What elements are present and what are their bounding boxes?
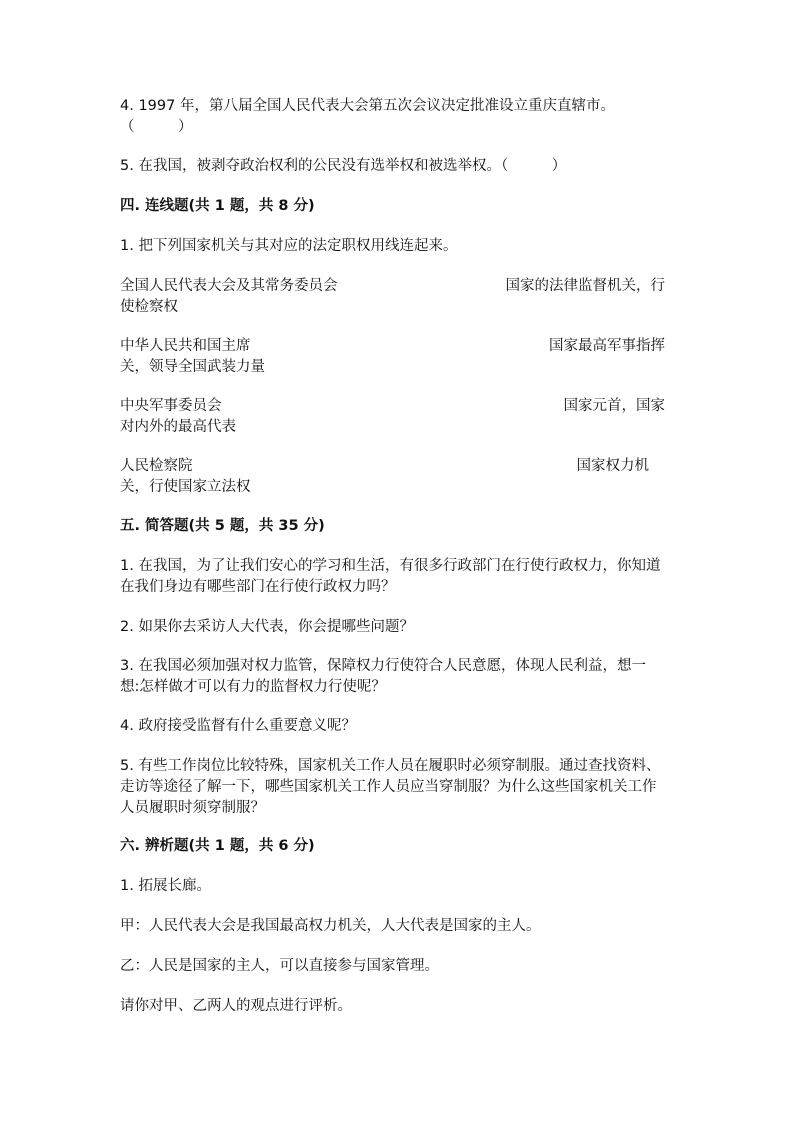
short-answer-question-3: 3. 在我国必须加强对权力监管，保障权力行使符合人民意愿，体现人民利益，想一想:怎样做才可以有力的监督权力行使呢？ [120,658,646,695]
matching-left-2: 中华人民共和国主席 [120,338,251,354]
matching-left-1: 全国人民代表大会及其常务委员会 [120,278,338,294]
matching-right-4-cont: 关，行使国家立法权 [120,479,251,495]
matching-right-2-cont: 关，领导全国武装力量 [120,359,265,375]
judge-question-4-answer-blank: （ ） [120,119,193,135]
matching-left-3: 中央军事委员会 [120,398,222,414]
short-answer-question-1: 1. 在我国，为了让我们安心的学习和生活，有很多行政部门在行使行政权力，你知道在我们身边有哪些部门在行使行政权力吗？ [120,558,661,595]
analysis-question-1: 1. 拓展长廊。 [120,878,211,894]
matching-pair-3 [120,396,665,417]
matching-pair-2 [120,336,665,357]
analysis-statement-jia: 甲：人民代表大会是我国最高权力机关，人大代表是国家的主人。 [120,918,541,934]
analysis-prompt: 请你对甲、乙两人的观点进行评析。 [120,998,352,1014]
matching-left-4: 人民检察院 [120,458,193,474]
short-answer-question-2: 2. 如果你去采访人大代表，你会提哪些问题？ [120,619,414,635]
short-answer-question-4: 4. 政府接受监督有什么重要意义呢？ [120,718,356,734]
judge-question-5: 5. 在我国，被剥夺政治权利的公民没有选举权和被选举权。（ ） [120,158,567,174]
matching-right-3: 国家元首，国家 [563,398,665,414]
matching-right-1-cont: 使检察权 [120,299,178,315]
matching-right-1: 国家的法律监督机关，行 [505,278,665,294]
matching-pair-1 [120,276,665,297]
short-answer-question-5: 5. 有些工作岗位比较特殊，国家机关工作人员在履职时必须穿制服。通过查找资料、走访等途径了解一下，哪些国家机关工作人员应当穿制服？为什么这些国家机关工作人员履职时须穿制服？ [120,758,661,816]
matching-right-2: 国家最高军事指挥 [549,338,665,354]
matching-pair-4 [120,456,665,477]
matching-right-3-cont: 对内外的最高代表 [120,419,236,435]
matching-question-1: 1. 把下列国家机关与其对应的法定职权用线连起来。 [120,238,458,254]
judge-question-4: 4. 1997 年，第八届全国人民代表大会第五次会议决定批准设立重庆直辖市。 [120,98,615,114]
section-5-heading: 五. 简答题(共 5 题，共 35 分) [120,518,325,534]
section-6-heading: 六. 辨析题(共 1 题，共 6 分) [120,838,315,854]
matching-right-4: 国家权力机 [576,458,649,474]
section-4-heading: 四. 连线题(共 1 题，共 8 分) [120,198,315,214]
analysis-statement-yi: 乙：人民是国家的主人，可以直接参与国家管理。 [120,958,439,974]
